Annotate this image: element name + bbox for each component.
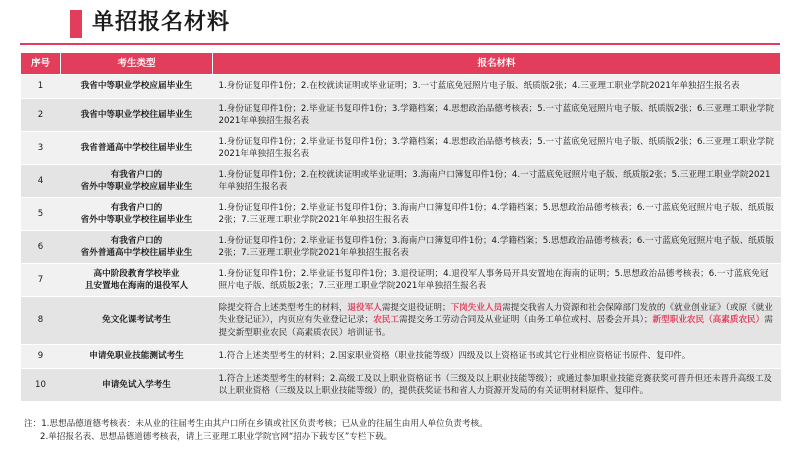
table-row (21, 198, 781, 231)
table-row (21, 132, 781, 165)
row-type (61, 369, 213, 402)
page-title: 单招报名材料 (92, 10, 231, 35)
footnotes (24, 418, 488, 444)
row-materials: 1.符合上述类型考生的材料；2.高级工及以上职业资格证书（三级及以上职业技能等级）；或通过参加职业技能竞赛获奖可晋升但还未晋升高级工及以上职业资格（三级及以上职业技能等级）的，提供获奖证书和省人力资源开发局的有关证明材料原件、复印件。 (213, 369, 781, 402)
row-type-line1: 有我省户口的 (110, 235, 163, 246)
materials-table (20, 52, 781, 402)
highlight-laid-off: 下岗失业人员 (450, 302, 503, 313)
row-no: 2 (21, 99, 61, 132)
row-type-line1: 高中阶段教育学校毕业 (93, 268, 180, 279)
highlight-new-farmer: 新型职业农民（高素质农民） (652, 315, 765, 326)
footnote-1: 注：1.思想品德道德考核表：未从业的往届考生由其户口所在乡镇或社区负责考核；已从业的往届生由用人单位负责考核。 (24, 419, 488, 429)
table-row (21, 165, 781, 198)
row-type-line1: 有我省户口的 (110, 169, 163, 180)
row-type-line2: 省外中等职业学校往届毕业生 (80, 215, 193, 225)
row-materials: 1.身份证复印件1份；2.毕业证书复印件1份；3.海南户口簿复印件1份；4.学籍档案；5.思想政治品德考核表；6.一寸蓝底免冠照片电子版、纸质版2张；7.三亚理工职业学院2021年单独招生报名表 (213, 198, 781, 231)
row-type-line1: 有我省户口的 (110, 202, 163, 213)
row-type (61, 132, 213, 165)
highlight-migrant-worker: 农民工 (373, 315, 399, 326)
row-materials: 1.身份证复印件1份；2.毕业证书复印件1份；3.海南户口簿复印件1份；4.学籍档案；5.思想政治品德考核表；6.一寸蓝底免冠照片电子版、纸质版2张；7.三亚理工职业学院2021年单独招生报名表 (213, 231, 781, 264)
table-row (21, 231, 781, 264)
table-row (21, 264, 781, 297)
highlight-veteran: 退役军人 (347, 302, 382, 313)
row-type (61, 297, 213, 345)
table-row (21, 297, 781, 345)
materials-table-container (20, 52, 780, 402)
header-type: 考生类型 (61, 53, 213, 75)
row-type (61, 165, 213, 198)
row-materials (213, 297, 781, 345)
row-no: 8 (21, 297, 61, 345)
title-accent-bar (70, 10, 82, 38)
materials-text: 需提交退役证明； (381, 302, 451, 313)
row-type (61, 198, 213, 231)
row-type (61, 231, 213, 264)
row-type (61, 75, 213, 99)
row-no: 7 (21, 264, 61, 297)
row-type-line1: 我省普通高中学校往届毕业生 (80, 142, 193, 153)
table-row (21, 369, 781, 402)
row-materials: 1.符合上述类型考生的材料；2.国家职业资格（职业技能等级）四级及以上资格证书或其它行业相应资格证书原件、复印件。 (213, 345, 781, 369)
row-type-line1: 申请免试入学考生 (102, 379, 171, 390)
row-type-line1: 申请免职业技能测试考生 (89, 351, 184, 362)
table-row (21, 75, 781, 99)
materials-text: 除提交符合上述类型考生的材料， (218, 302, 348, 313)
row-materials: 1.身份证复印件1份；2.毕业证书复印件1份；3.退役证明；4.退役军人事务局开具安置地在海南的证明；5.思想政治品德考核表；6.一寸蓝底免冠照片电子版、纸质版2张；7.三亚理工职业学院2021年单独招生报名表 (213, 264, 781, 297)
header-materials: 报名材料 (213, 53, 781, 75)
row-no: 6 (21, 231, 61, 264)
header-no: 序号 (21, 53, 61, 75)
table-row (21, 99, 781, 132)
row-no: 3 (21, 132, 61, 165)
row-no: 5 (21, 198, 61, 231)
materials-text: 需提交新型职业农民（高素质农民）培训证书。 (218, 315, 773, 338)
row-materials: 1.身份证复印件1份；2.毕业证书复印件1份；3.学籍档案；4.思想政治品德考核表；5.一寸蓝底免冠照片电子版、纸质版2张；6.三亚理工职业学院2021年单独招生报名表 (213, 99, 781, 132)
row-type-line1: 我省中等职业学校往届毕业生 (80, 109, 193, 120)
title-block (0, 0, 800, 48)
row-type (61, 99, 213, 132)
table-header-row (21, 53, 781, 75)
footnote-2: 2.单招报名表、思想品德道德考核表，请上三亚理工职业学院官网“招办下载专区”专栏下载。 (40, 432, 393, 442)
materials-text: 需提交务工劳动合同及从业证明（由务工单位或村、居委会开具）； (398, 315, 653, 326)
row-type-line2: 且安置地在海南的退役军人 (84, 281, 189, 291)
row-materials: 1.身份证复印件1份；2.毕业证书复印件1份；3.学籍档案；4.思想政治品德考核表；5.一寸蓝底免冠照片电子版、纸质版2张；6.三亚理工职业学院2021年单独招生报名表 (213, 132, 781, 165)
row-no: 9 (21, 345, 61, 369)
row-no: 1 (21, 75, 61, 99)
table-row (21, 345, 781, 369)
materials-text: 需提交我省人力资源和社会保障部门发放的《就业创业证》（或原《就业失业登记证》），内页应有失业登记记录； (218, 302, 773, 326)
row-type-line1: 我省中等职业学校应届毕业生 (80, 81, 193, 92)
row-type-line2: 省外中等职业学校应届毕业生 (80, 182, 193, 192)
row-type (61, 264, 213, 297)
row-materials: 1.身份证复印件1份；2.在校就读证明或毕业证明；3.一寸蓝底免冠照片电子版、纸质版2张；4.三亚理工职业学院2021年单独招生报名表 (213, 75, 781, 99)
row-type-line2: 省外普通高中学校往届毕业生 (80, 248, 193, 258)
row-no: 10 (21, 369, 61, 402)
row-no: 4 (21, 165, 61, 198)
title-divider (20, 43, 780, 45)
row-type-line1: 免文化课考试考生 (102, 315, 171, 326)
row-materials: 1.身份证复印件1份；2.在校就读证明或毕业证明；3.海南户口簿复印件1份；4.一寸蓝底免冠照片电子版、纸质版2张；5.三亚理工职业学院2021年单独招生报名表 (213, 165, 781, 198)
row-type (61, 345, 213, 369)
